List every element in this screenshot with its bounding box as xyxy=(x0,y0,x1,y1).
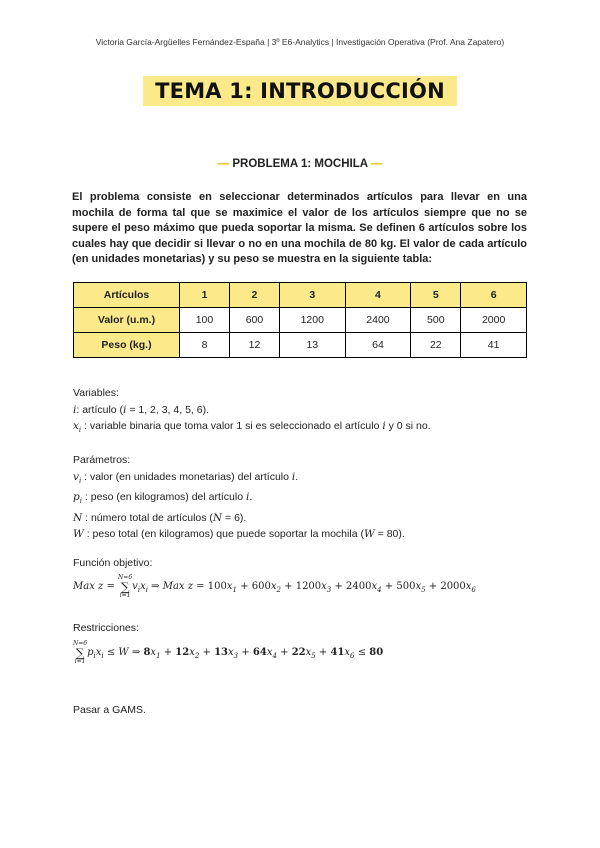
variable-x-line xyxy=(73,418,431,439)
var-x-text-2: y 0 si no. xyxy=(385,420,431,432)
variables-section xyxy=(73,385,431,439)
obj-coef: 2400 xyxy=(346,581,372,592)
table-row-label: Peso (kg.) xyxy=(74,333,180,358)
problem-heading xyxy=(0,158,600,170)
res-coef: 13 xyxy=(214,647,229,658)
res-plus: + xyxy=(241,647,250,658)
res-coef: 41 xyxy=(330,647,345,658)
res-coef: 64 xyxy=(252,647,267,658)
param-n-line xyxy=(73,510,405,527)
obj-lhs: Max z = xyxy=(73,581,115,592)
items-table xyxy=(73,282,527,358)
table-header-row xyxy=(74,283,527,308)
obj-sum-sigma: ∑ xyxy=(120,579,130,594)
param-v-symbol: v xyxy=(73,470,79,483)
var-x-text: : variable binaria que toma valor 1 si es seleccionado el artículo xyxy=(81,420,383,432)
intro-paragraph: El problema consiste en seleccionar determinados artículos para llevar en una mochila de forma tal que se maximice el valor de los artículos siempre que no se supere el peso máximo que pueda soportar la misma. Se definen 6 artículos sobre los cuales hay que decidir si llevar o no en una mochila de 80 kg. El valor de cada artículo (en unidades monetarias) y su peso se muestra en la siguiente tabla: xyxy=(72,191,527,265)
table-cell: 41 xyxy=(461,333,527,358)
table-cell: 1200 xyxy=(279,308,345,333)
obj-plus: + xyxy=(428,581,438,592)
obj-arrow: ⇒ xyxy=(151,581,160,592)
table-cell: 22 xyxy=(411,333,461,358)
obj-coef: 1200 xyxy=(295,581,322,592)
res-sum-operator xyxy=(73,640,87,666)
obj-coef: 100 xyxy=(207,581,227,592)
param-n-text: : número total de artículos ( xyxy=(82,511,213,524)
param-p-end: . xyxy=(249,491,253,504)
table-header-cell: 1 xyxy=(180,283,230,308)
footer-note: Pasar a GAMS. xyxy=(73,704,146,716)
table-cell: 2000 xyxy=(461,308,527,333)
table-header-cell: Artículos xyxy=(74,283,180,308)
param-p-text: : peso (en kilogramos) del artículo xyxy=(81,491,246,504)
restricciones-heading: Restricciones: xyxy=(73,622,139,634)
obj-plus: + xyxy=(384,581,394,592)
param-p-line xyxy=(73,489,405,510)
param-w-text-2: = 80). xyxy=(374,528,405,541)
res-leq: ≤ xyxy=(357,647,367,658)
param-p-symbol: p xyxy=(73,491,80,504)
var-x-symbol-2: i xyxy=(382,420,386,432)
param-v-line xyxy=(73,469,405,490)
obj-sum-operator xyxy=(118,574,132,600)
res-term-x: x xyxy=(95,647,102,658)
var-i-text-2: = 1, 2, 3, 4, 5, 6). xyxy=(126,403,209,416)
var-i-text: : artículo ( xyxy=(76,403,124,416)
objetivo-heading: Función objetivo: xyxy=(73,557,153,569)
variables-heading: Variables: xyxy=(73,387,119,399)
res-plus: + xyxy=(280,647,289,658)
param-w-symbol: W xyxy=(73,528,84,541)
table-cell: 600 xyxy=(229,308,279,333)
res-plus: + xyxy=(318,647,328,658)
problem-dash-right: — xyxy=(370,158,383,170)
table-row xyxy=(74,308,527,333)
obj-coef: 2000 xyxy=(440,581,466,592)
variable-i-line xyxy=(73,402,431,419)
res-leq-w: ≤ W xyxy=(106,647,129,658)
parametros-section xyxy=(73,452,405,543)
parametros-heading: Parámetros: xyxy=(73,454,131,466)
param-p-subscript: i xyxy=(79,497,82,506)
problem-label: PROBLEMA 1: MOCHILA xyxy=(232,158,368,170)
table-header-cell: 6 xyxy=(461,283,527,308)
obj-plus: + xyxy=(284,581,293,592)
obj-rhs-lhs: Max z = xyxy=(162,581,205,592)
obj-term-v-sub: i xyxy=(137,586,141,594)
res-plus: + xyxy=(163,647,173,658)
constraint-formula: N=6 ∑ i=1 $p_ix_i \le W$ ⇒ $8x_1 + 12x_2 + 13x_3 + 64x_4 + 22x_5 + 41x_6 \le 80$ xyxy=(73,639,384,665)
obj-plus: + xyxy=(334,581,343,592)
table-cell: 12 xyxy=(229,333,279,358)
obj-term-x-sub: i xyxy=(145,586,148,594)
param-w-line xyxy=(73,526,405,543)
param-n-symbol: N xyxy=(73,511,83,524)
obj-coef: 500 xyxy=(396,581,416,592)
param-n-text-2: = 6). xyxy=(222,511,247,524)
table-header-cell: 4 xyxy=(345,283,411,308)
res-coef: 8 xyxy=(143,647,151,658)
table-header-cell: 3 xyxy=(279,283,345,308)
table-cell: 64 xyxy=(345,333,411,358)
problem-dash-left: — xyxy=(217,158,230,170)
obj-term-x: x xyxy=(140,581,146,592)
res-arrow: ⇒ xyxy=(131,647,141,658)
param-w-text: : peso total (en kilogramos) que puede soportar la mochila ( xyxy=(83,528,364,541)
obj-sum-top: N=6 xyxy=(118,573,133,581)
param-v-end: . xyxy=(295,470,299,483)
objective-formula: Max z = N=6 ∑ i=1 $v_ix_i$ ⇒ Max $z = 100x_1 + 600x_2 + 1200x_3 + 2400x_4 + 500x_5 + 2000x_6$ xyxy=(73,573,476,599)
obj-plus: + xyxy=(240,581,249,592)
res-coef: 22 xyxy=(291,647,306,658)
page-header: Victoria García-Argüelles Fernández-España | 3º E6-Analytics | Investigación Operativa (Prof. Ana Zapatero) xyxy=(95,37,505,47)
table-header-cell: 5 xyxy=(411,283,461,308)
table-cell: 100 xyxy=(180,308,230,333)
var-i-symbol-2: i xyxy=(123,403,127,416)
page-title: TEMA 1: INTRODUCCIÓN xyxy=(155,79,445,103)
param-v-text: : valor (en unidades monetarias) del artículo xyxy=(81,470,292,483)
table-row-label: Valor (u.m.) xyxy=(74,308,180,333)
param-v-symbol-2: i xyxy=(291,470,296,483)
res-rhs: 80 xyxy=(369,647,384,658)
param-n-symbol-2: N xyxy=(212,511,223,524)
res-term-p: p xyxy=(87,647,94,658)
res-term-x-sub: i xyxy=(101,652,104,660)
res-sum-top: N=6 xyxy=(73,639,88,647)
param-w-symbol-2: W xyxy=(363,528,375,541)
res-sum-sigma: ∑ xyxy=(75,645,85,660)
table-header-cell: 2 xyxy=(229,283,279,308)
table-cell: 8 xyxy=(180,333,230,358)
table-cell: 500 xyxy=(411,308,461,333)
res-plus: + xyxy=(202,647,211,658)
table-row xyxy=(74,333,527,358)
var-i-symbol: i xyxy=(73,403,77,416)
res-coef: 12 xyxy=(175,647,190,658)
obj-sum-bottom: i=1 xyxy=(119,591,131,599)
obj-coef: 600 xyxy=(251,581,271,592)
obj-term-v: v xyxy=(132,581,138,592)
title-highlight xyxy=(143,76,457,106)
res-term-p-sub: i xyxy=(93,652,96,660)
param-v-subscript: i xyxy=(78,476,82,485)
res-sum-bottom: i=1 xyxy=(74,657,86,665)
var-x-subscript: i xyxy=(78,426,82,435)
table-cell: 13 xyxy=(279,333,345,358)
var-x-symbol: x xyxy=(73,420,79,432)
table-cell: 2400 xyxy=(345,308,411,333)
param-p-symbol-2: i xyxy=(245,491,250,504)
